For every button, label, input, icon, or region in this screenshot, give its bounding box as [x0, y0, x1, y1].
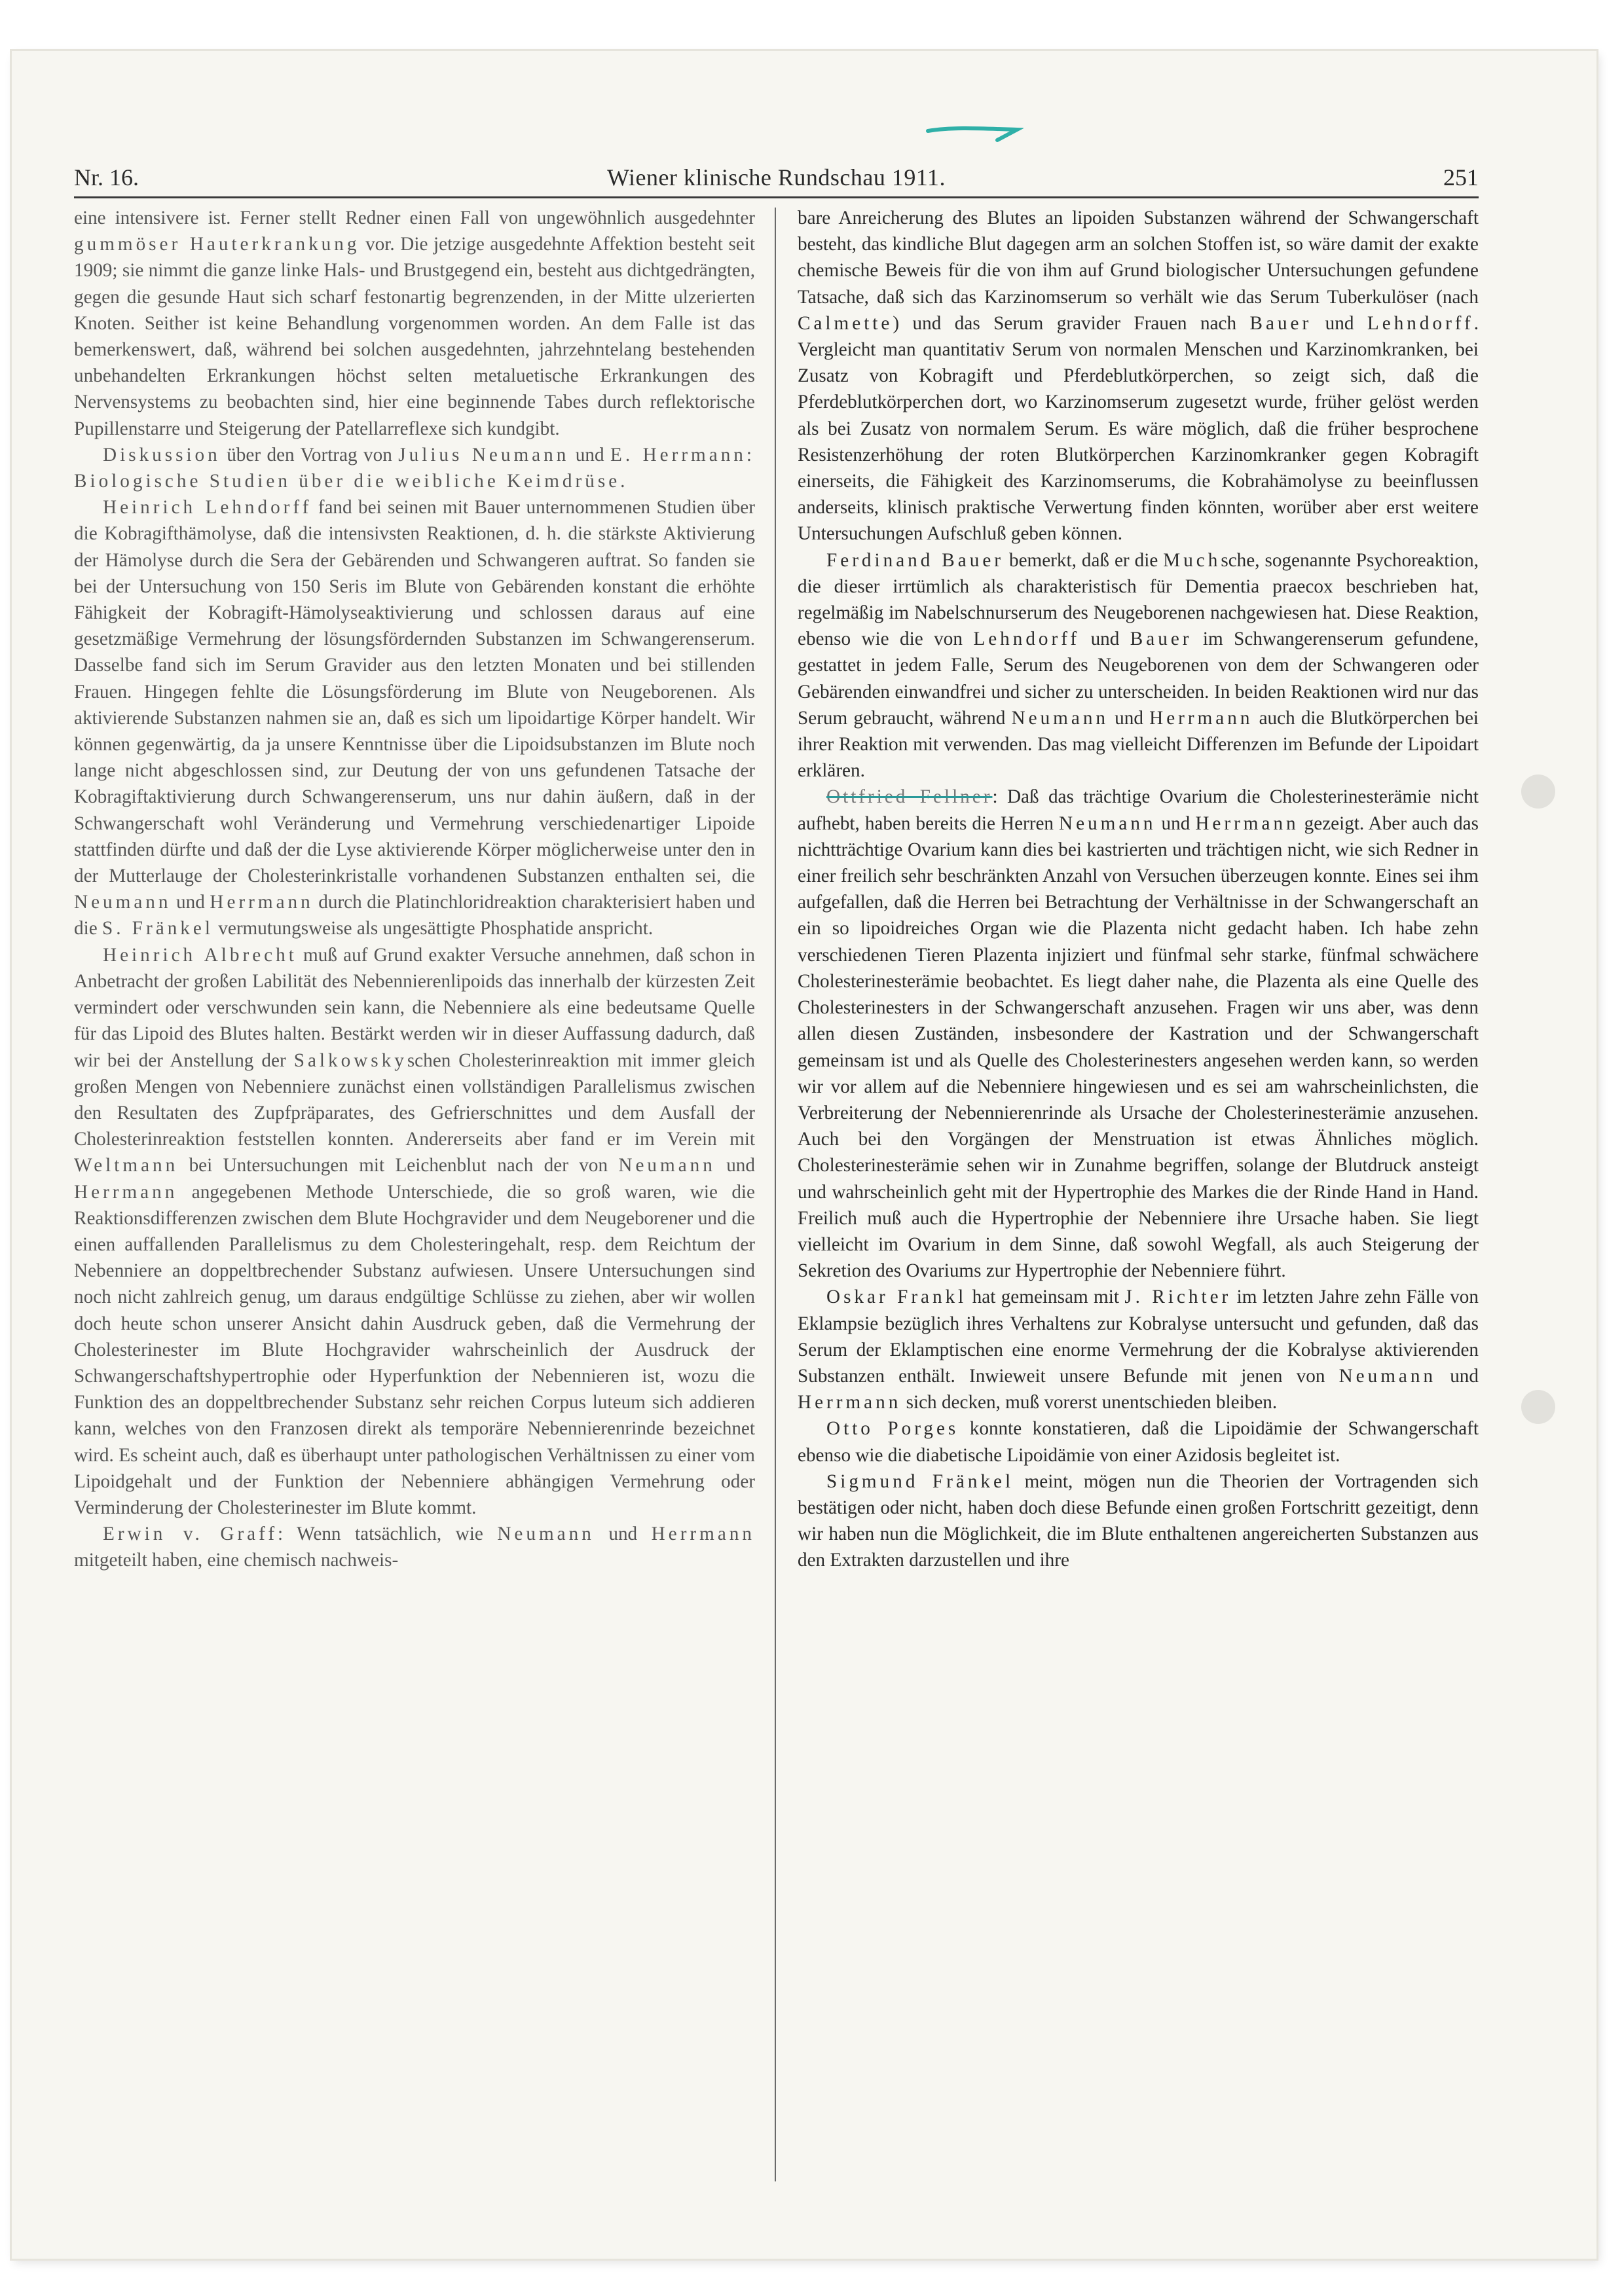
spaced-name: Herrmann: [798, 1392, 902, 1413]
text-run: vor. Die jetzige ausgedehnte Affektion besteht seit 1909; sie nimmt die ganze linke Hals- und Brustgegend ein, besteht aus dichtgedrängten, gegen die gesunde Haut sich scharf festonartig begrenzenden, in der Mitte ulzerierten Knoten. Seither ist keine Behandlung vorgenommen worden. An dem Falle ist das bemerkenswert, daß, während bei solchen ausgedehnten, jahrzehntelang bestehenden unbehandelten Erkrankungen höchst selten metaluetische Erkrankungen des Nervensystems zu beobachten sind, hier eine beginnende Tabes durch reflektorische Pupillenstarre und Steigerung der Patellarreflexe sich kundgibt.: [74, 234, 755, 439]
text-run: bemerkt, daß er die: [1004, 549, 1164, 571]
spaced-name: Bauer: [1249, 312, 1312, 334]
text-run: durch die Platinchloridreaktion charakterisiert haben und die: [74, 892, 755, 939]
text-run: und: [1156, 812, 1196, 834]
text-run: im Schwangerenserum gefundene, gestattet in jedem Falle, Serum des Neugeborenen von dem der Schwangeren oder Gebärenden einwandfrei und sicher zu unterscheiden. In beiden Reaktionen wird nur das Serum gebraucht, während: [798, 629, 1479, 729]
text-run: bei Untersuchungen mit Leichenblut nach der von: [178, 1155, 619, 1176]
highlighted-name: Ottfried Fellner: [826, 786, 993, 808]
punch-hole-mark: [1521, 1390, 1555, 1424]
paragraph: [798, 205, 1479, 547]
running-header: [74, 149, 1479, 198]
text-run: konnte konstatieren, daß die Lipoidämie der Schwangerschaft ebenso wie die diabetische Lipoidämie von einer Azidosis begleitet ist.: [798, 1418, 1479, 1466]
text-run: gezeigt. Aber auch das nichtträchtige Ovarium kann dies bei kastrierten und trächtigen nicht, wie sich Redner in einer freilich sehr beschränkten Anzahl von Versuchen überzeugen konnte. Eines sei ihm aufgefallen, daß die Herren bei Betrachtung der Verhältnisse in der Schwangerschaft an ein so lipoidreiches Organ wie die Plazenta nicht gedacht haben. Ich habe zehn verschiedenen Tieren Plazenta injiziert und fünfmal sehr starke, fünfmal schwächere Cholesterinesterämie beobachtet. Es liegt daher nahe, die Plazenta als eine Quelle des Cholesterinesters in der Schwangerschaft anzusehen. Fragen wir uns aber, was denn allen diesen Zuständen, insbesondere der Kastration und der Schwangerschaft gemeinsam ist und als Quelle des Cholesterinesters angesehen werden kann, so werden wir vor allem auf die Nebenniere hingewiesen und es sei am wahrscheinlichsten, die Verbreiterung der Nebennierenrinde als Ursache der Cholesterinesterämie anzusehen. Auch bei den Vorgängen der Menstruation ist etwas Ähnliches möglich. Cholesterinesterämie sehen wir in Zunahme begriffen, solange der Blutdruck ansteigt und wahrscheinlich geht mit der Hypertrophie des Markes die der Rinde Hand in Hand. Freilich muß auch die Hypertrophie der Nebenniere ihre Ursache haben. Sie liegt vielleicht im Ovarium in dem Sinne, daß sowohl Wegfall, als auch Steigerung der Sekretion des Ovariums zur Hypertrophie der Nebenniere führt.: [798, 812, 1479, 1282]
spaced-name: Otto Porges: [826, 1418, 959, 1440]
spaced-name: Neumann: [618, 1155, 716, 1176]
text-run: . Vergleicht man quantitativ Serum von normalen Menschen und Karzinomkranken, bei Zusatz von Kobragift und Pferdeblutkörperchen, so zeigt sich, daß die Pferdeblutkörperchen dort, wo Karzinomserum zugesetzt wurde, früher gelöst werden als bei Zusatz von normalem Serum. Es wäre möglich, daß die früher besprochene Resistenzerhöhung der roten Blutkörperchen Karzinomkranker gegen Kobragift einerseits, die Fähigkeit des Karzinomserums, die Kobrahämolyse zu beeinflussen anderseits, klinisch praktische Verwertung finden könnten, worüber aber erst weitere Untersuchungen Aufschluß geben können.: [798, 312, 1479, 545]
text-run: : Daß das trächtige Ovarium die Cholesterinesterämie nicht aufhebt, haben bereits die Herren: [798, 786, 1479, 834]
spaced-name: S. Fränkel: [101, 918, 213, 939]
spaced-name: Erwin v. Graff: [103, 1523, 278, 1545]
paragraph: [798, 784, 1479, 1284]
paragraph: [74, 494, 755, 941]
column-rule: [775, 208, 776, 2181]
journal-title: Wiener klinische Rundschau 1911.: [606, 164, 946, 191]
spaced-name: Herrmann: [651, 1523, 755, 1545]
spaced-name: Oskar Frankl: [826, 1286, 967, 1308]
spaced-name: Bauer: [1130, 629, 1192, 650]
punch-hole-mark: [1521, 774, 1555, 809]
text-run: auch die Blutkörperchen bei ihrer Reaktion mit verwenden. Das mag vielleicht Differenzen im Befunde der Lipoidart erklären.: [798, 707, 1479, 782]
page-number: 251: [1443, 164, 1479, 191]
text-run: und: [1080, 629, 1130, 650]
spaced-name: Neumann: [1059, 812, 1156, 834]
text-run: sich decken, muß vorerst unentschieden bleiben.: [901, 1392, 1278, 1413]
paragraph: [74, 442, 755, 494]
spaced-name: Neumann: [1338, 1365, 1437, 1387]
paragraph: [798, 1468, 1479, 1574]
spaced-name: Herrmann: [1195, 812, 1299, 834]
text-run: meint, mögen nun die Theorien der Vortragenden sich bestätigen oder nicht, haben doch diese Befunde einen großen Fortschritt gezeitigt, denn wir haben nun die Möglichkeit, die im Blute enthaltenen angereicherten Substanzen aus den Extrakten darzustellen und ihre: [798, 1470, 1479, 1571]
spaced-name: gummöser Hauterkrankung: [74, 234, 360, 255]
teal-pen-mark: [925, 123, 1024, 145]
spaced-name: Weltmann: [74, 1155, 179, 1176]
left-column: [74, 205, 755, 1574]
spaced-name: Much: [1163, 549, 1221, 571]
text-run: und: [1312, 312, 1367, 334]
text-run: hat gemeinsam mit: [967, 1286, 1125, 1308]
spaced-name: Calmette: [798, 312, 893, 334]
spaced-name: Neumann: [1011, 707, 1109, 729]
two-column-text: [74, 205, 1479, 1574]
text-run: : Wenn tatsächlich, wie: [278, 1523, 498, 1545]
text-run: fand bei seinen mit Bauer unternommenen Studien über die Kobragifthämolyse, daß die intensivsten Reaktionen, d. h. die stärkste Aktivierung der Hämolyse durch die Sera der Gebärenden und Schwangeren auftrat. So fanden sie bei der Untersuchung von 150 Seris im Blute von Gebärenden konstant die erhöhte Fähigkeit der Kobragift-Hämolyseaktivierung und schlossen daraus auf eine gesetzmäßige Vermehrung der lösungsfördernden Substanzen im Schwangerenserum. Dasselbe fand sich im Serum Gravider aus den letzten Monaten und bei stillenden Frauen. Hingegen fehlte die Lösungsförderung im Blute von Neugeborenen. Als aktivierende Substanzen nahmen sie an, daß es sich um lipoidartige Körper handelt. Wir können gegenwärtig, da ja unsere Kenntnisse über die Lipoidsubstanzen im Blute noch lange nicht abgeschlossen sind, zur Deutung der von uns gefundenen Tatsache der Kobragiftaktivierung durch Schwangerenserum, uns nur dahin äußern, daß in der Schwangerschaft wohl Veränderung und Vermehrung verschiedenartiger Lipoide stattfinden dürfte und daß der die Lyse aktivierende Körper möglicherweise unter den in der Mutterlauge der Cholesterinkristalle vorhandenen Substanzen enthalten sei, die: [74, 497, 755, 887]
paragraph: [798, 547, 1479, 784]
paragraph: [74, 942, 755, 1521]
text-run: und: [171, 892, 210, 913]
text-run: angegebenen Methode Unterschiede, die so groß waren, wie die Reaktionsdifferenzen zwischen dem Blute Hochgravider und dem Neugeborener und die einen auffallenden Parallelismus zu dem Cholesteringehalt, resp. dem Reichtum der Nebenniere an doppeltbrechender Substanz aufwiesen. Unsere Untersuchungen sind noch nicht zahlreich genug, um daraus endgültige Schlüsse zu ziehen, aber wir wollen doch heute schon unserer Ansicht dahin Ausdruck geben, daß die Vermehrung der Cholesterinester im Blute Hochgravider wahrscheinlich der Ausdruck der Schwangerschaftshypertrophie oder Hyperfunktion der Nebennieren ist, wozu die Funktion des an doppeltbrechender Substanz sehr reichen Corpus luteum sich addieren kann, welches von den Franzosen direkt als temporäre Nebennierenrinde bezeichnet wird. Es scheint auch, daß es überhaupt unter pathologischen Verhältnissen zu einer vom Lipoidgehalt und der Funktion der Nebenniere abhängigen Vermehrung oder Verminderung der Cholesterinester im Blute kommt.: [74, 1181, 755, 1518]
spaced-name: Herrmann: [74, 1181, 178, 1203]
text-run: sche, sogenannte Psychoreaktion, die dieser irrtümlich als charakteristisch für Dementia praecox beschrieben hat, regelmäßig im Nabelschnurserum des Neugeborenen nachgewiesen hat. Diese Reaktion, ebenso wie die von: [798, 549, 1479, 650]
text-run: über den Vortrag von: [220, 444, 399, 465]
text-run: ) und das Serum gravider Frauen nach: [893, 312, 1250, 334]
spaced-name: J. Richter: [1124, 1286, 1232, 1308]
right-column: [798, 205, 1479, 1574]
issue-number: Nr. 16.: [74, 164, 139, 191]
spaced-name: Herrmann: [1149, 707, 1253, 729]
paragraph: [74, 205, 755, 442]
spaced-name: Ferdinand Bauer: [826, 549, 1005, 571]
text-run: eine intensivere ist. Ferner stellt Redner einen Fall von ungewöhnlich ausgedehnter: [74, 208, 755, 228]
text-run: bare Anreicherung des Blutes an lipoiden Substanzen während der Schwangerschaft besteht, das kindliche Blut dagegen arm an solchen Stoffen ist, so wäre damit der exakte chemische Beweis für die von ihm auf Grund biologischer Untersuchungen gefundene Tatsache, daß sich das Karzinomserum so verhält wie das Serum Tuberkulöser (nach: [798, 208, 1479, 308]
spaced-name: Neumann: [497, 1523, 595, 1545]
spaced-name: E. Herrmann: Biologische Studien über die weibliche Keimdrüse.: [74, 444, 756, 492]
spaced-name: Heinrich Lehndorff: [103, 497, 312, 519]
spaced-name: Lehndorff: [1367, 312, 1474, 334]
text-run: und: [1109, 707, 1150, 729]
spaced-name: Sigmund Fränkel: [826, 1470, 1014, 1492]
spaced-name: Neumann: [74, 892, 172, 913]
spaced-name: Herrmann: [210, 892, 314, 913]
spaced-name: Salkowsky: [293, 1049, 407, 1071]
text-run: und: [1436, 1365, 1479, 1387]
paragraph: [798, 1284, 1479, 1415]
spaced-name: Julius Neumann: [398, 444, 570, 465]
spaced-name: Lehndorff: [973, 629, 1080, 650]
spaced-name: Diskussion: [103, 444, 221, 465]
paragraph: [798, 1415, 1479, 1468]
text-run: und: [569, 444, 610, 465]
text-run: im letzten Jahre zehn Fälle von Eklampsie bezüglich ihres Verhaltens zur Kobralyse untersucht und gefunden, daß das Serum der Eklamptischen eine enorme Vermehrung der die Kobralyse aktivierenden Substanzen enthält. Inwieweit unsere Befunde mit jenen von: [798, 1286, 1479, 1387]
text-run: mitgeteilt haben, eine chemisch nachweis-: [74, 1550, 399, 1571]
text-run: und: [715, 1155, 755, 1176]
text-run: vermutungsweise als ungesättigte Phosphatide anspricht.: [213, 918, 654, 939]
text-run: und: [594, 1523, 652, 1545]
spaced-name: Heinrich Albrecht: [103, 944, 297, 966]
text-run: muß auf Grund exakter Versuche annehmen, daß schon in Anbetracht der großen Labilität des Nebennierenlipoids das innerhalb der kürzesten Zeit vermindert oder verschwunden sein kann, die Nebenniere als eine bedeutsame Quelle für das Lipoid des Blutes halten. Bestärkt werden wir in dieser Auffassung dadurch, daß wir bei der Anstellung der: [74, 944, 755, 1071]
scanned-page: [12, 51, 1596, 2259]
text-run: schen Cholesterinreaktion mit immer gleich großen Mengen von Nebenniere zunächst einen vollständigen Parallelismus zwischen den Resultaten des Zupfpräparates, des Gefrierschnittes und dem Ausfall der Cholesterinreaktion feststellen konnten. Andererseits aber fand er im Verein mit: [74, 1049, 756, 1150]
paragraph: [74, 1521, 755, 1573]
page-body: [74, 149, 1479, 1574]
